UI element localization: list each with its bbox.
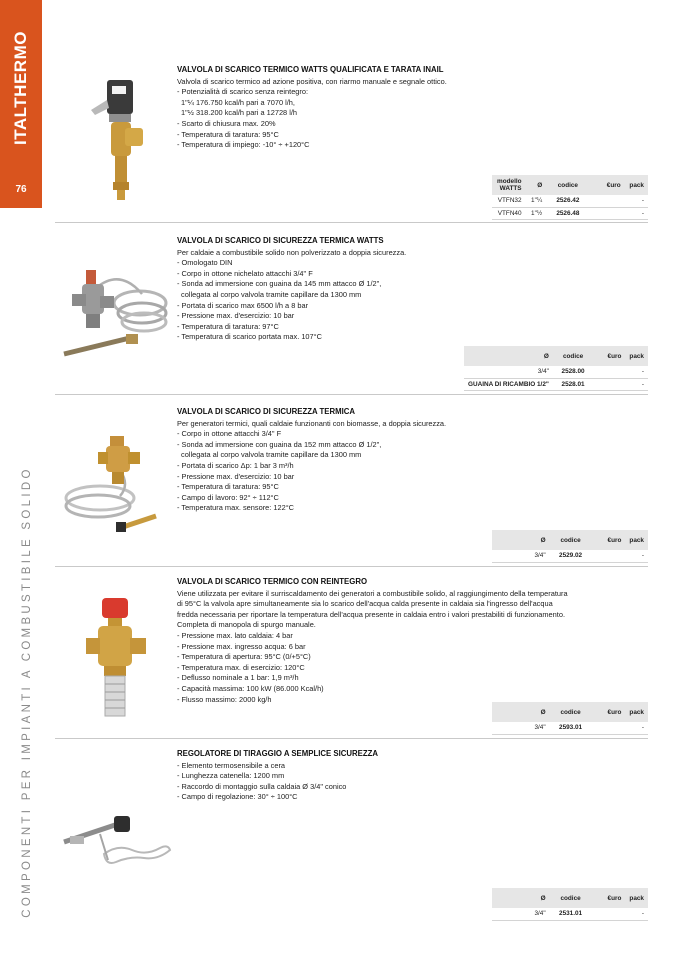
- cell-diameter: 1"¼: [526, 195, 547, 207]
- cell-code: 2526.42: [546, 195, 589, 207]
- spec-line: 1"¼ 176.750 kcal/h pari a 7070 l/h,: [181, 97, 295, 107]
- table-header-row: [492, 702, 648, 722]
- cell-diameter: GUAINA DI RICAMBIO 1/2": [464, 378, 553, 390]
- section-divider: [55, 566, 648, 567]
- spec-line: - Campo di lavoro: 92° ÷ 112°C: [177, 492, 279, 502]
- cell-model: VTFN32: [492, 195, 526, 207]
- col-header-price: €uro: [592, 888, 626, 908]
- spec-line: - Elemento termosensibile a cera: [177, 760, 286, 770]
- product-title-3: VALVOLA DI SCARICO DI SICUREZZA TERMICA: [177, 407, 356, 416]
- spec-line: - Temperatura di scarico portata max. 107°C: [177, 332, 322, 342]
- cell-price: [590, 207, 625, 219]
- product-description-2: [177, 236, 406, 343]
- spec-line: - Pressione max. d'esercizio: 10 bar: [177, 311, 295, 321]
- col-header-pack: pack: [625, 346, 648, 366]
- product-table-4: [492, 702, 648, 735]
- cell-pack: -: [625, 722, 648, 734]
- table-row: [464, 378, 648, 390]
- cell-diameter: 1"½: [526, 207, 547, 219]
- cell-pack: -: [625, 908, 648, 920]
- col-header-price: €uro: [592, 530, 626, 550]
- spec-line: Viene utilizzata per evitare il surriscaldamento dei generatori a combustibile solido, al raggiungimento della temperatura: [177, 588, 568, 598]
- col-header-diameter: Ø: [492, 702, 550, 722]
- spec-line: - Pressione max. lato caldaia: 4 bar: [177, 630, 293, 640]
- spec-line: - Deflusso nominale a 1 bar: 1,9 m³/h: [177, 673, 299, 683]
- cell-pack: -: [625, 207, 648, 219]
- spec-line: - Flusso massimo: 2000 kg/h: [177, 694, 272, 704]
- cell-code: 2528.01: [553, 378, 593, 390]
- table-header-row: [492, 175, 648, 195]
- cell-price: [592, 722, 626, 734]
- col-header-price: €uro: [593, 346, 625, 366]
- table-row: [492, 207, 648, 219]
- table-row: [492, 722, 648, 734]
- spec-line: Valvola di scarico termico ad azione positiva, con riarmo manuale e segnale ottico.: [177, 76, 447, 86]
- spec-line: - Portata di scarico max 6500 l/h a 8 bar: [177, 300, 309, 310]
- cell-pack: -: [625, 550, 648, 562]
- section-divider: [55, 738, 648, 739]
- spec-line: fredda necessaria per riportare la temperatura dell'acqua presente in caldaia entro i valori prestabiliti di funzionamento.: [177, 609, 565, 619]
- table-row: [492, 195, 648, 207]
- draft-regulator-image: [60, 804, 172, 874]
- spec-line: - Temperatura max. di esercizio: 120°C: [177, 662, 305, 672]
- col-header-diameter: Ø: [526, 175, 547, 195]
- cell-price: [592, 550, 626, 562]
- product-description-3: [177, 407, 446, 514]
- spec-line: - Scarto di chiusura max. 20%: [177, 118, 276, 128]
- page-number: 76: [15, 184, 27, 195]
- col-header-pack: pack: [625, 702, 648, 722]
- section-divider: [55, 222, 648, 223]
- cell-price: [592, 908, 626, 920]
- valve-watts-safety-image: [60, 258, 172, 370]
- col-header-code: codice: [550, 702, 592, 722]
- valve-watts-inail-image: [85, 70, 155, 205]
- col-header-code: codice: [546, 175, 589, 195]
- cell-diameter: 3/4": [464, 366, 553, 378]
- cell-model: VTFN40: [492, 207, 526, 219]
- cell-pack: -: [625, 378, 648, 390]
- spec-line: - Omologato DIN: [177, 258, 233, 268]
- spec-line: - Sonda ad immersione con guaina da 145 mm attacco Ø 1/2",: [177, 279, 382, 289]
- cell-price: [593, 378, 625, 390]
- spec-line: collegata al corpo valvola tramite capillare da 1300 mm: [181, 450, 362, 460]
- spec-line: - Sonda ad immersione con guaina da 152 mm attacco Ø 1/2",: [177, 439, 382, 449]
- brand-logo: ITALTHERMO: [11, 31, 30, 145]
- spec-line: - Campo di regolazione: 30° ÷ 100°C: [177, 792, 298, 802]
- table-header-row: [492, 888, 648, 908]
- product-description-5: [177, 749, 378, 803]
- product-description-1: [177, 65, 447, 151]
- spec-line: - Portata di scarico Δp: 1 bar 3 m³/h: [177, 460, 294, 470]
- valve-thermal-reintegro-image: [80, 594, 160, 724]
- spec-line: - Raccordo di montaggio sulla caldaia Ø 3/4" conico: [177, 781, 347, 791]
- col-header-code: codice: [550, 530, 592, 550]
- spec-line: - Pressione max. ingresso acqua: 6 bar: [177, 641, 306, 651]
- spec-line: - Temperatura max. sensore: 122°C: [177, 503, 295, 513]
- table-header-row: [492, 530, 648, 550]
- spec-line: - Lunghezza catenella: 1200 mm: [177, 771, 285, 781]
- category-label: COMPONENTI PER IMPIANTI A COMBUSTIBILE SOLIDO: [21, 466, 33, 918]
- col-header-diameter: Ø: [492, 888, 550, 908]
- col-header-pack: pack: [625, 175, 648, 195]
- cell-code: 2526.48: [546, 207, 589, 219]
- col-header-price: €uro: [592, 702, 626, 722]
- product-table-1: [492, 175, 648, 220]
- cell-price: [593, 366, 625, 378]
- spec-line: 1"½ 318.200 kcal/h pari a 12728 l/h: [181, 108, 298, 118]
- spec-line: - Pressione max. d'esercizio: 10 bar: [177, 471, 295, 481]
- product-table-3: [492, 530, 648, 563]
- spec-line: - Temperatura di taratura: 95°C: [177, 129, 279, 139]
- spec-line: - Capacità massima: 100 kW (86.000 Kcal/h): [177, 683, 324, 693]
- spec-line: collegata al corpo valvola tramite capillare da 1300 mm: [181, 289, 362, 299]
- product-title-1: VALVOLA DI SCARICO TERMICO WATTS QUALIFICATA E TARATA INAIL: [177, 65, 444, 74]
- table-row: [464, 366, 648, 378]
- product-title-4: VALVOLA DI SCARICO TERMICO CON REINTEGRO: [177, 577, 368, 586]
- valve-safety-biomass-image: [60, 430, 172, 542]
- col-header-diameter: Ø: [492, 530, 550, 550]
- spec-line: Per generatori termici, quali caldaie funzionanti con biomasse, a doppia sicurezza.: [177, 418, 447, 428]
- col-header-code: codice: [553, 346, 593, 366]
- cell-code: 2593.01: [550, 722, 592, 734]
- spec-line: - Temperatura di impiego: -10° ÷ +120°C: [177, 140, 310, 150]
- product-title-2: VALVOLA DI SCARICO DI SICUREZZA TERMICA WATTS: [177, 236, 384, 245]
- table-row: [492, 908, 648, 920]
- cell-price: [590, 195, 625, 207]
- sidebar: [0, 0, 42, 978]
- product-table-5: [492, 888, 648, 921]
- cell-diameter: 3/4": [492, 722, 550, 734]
- spec-line: - Potenzialità di scarico senza reintegro:: [177, 87, 309, 97]
- spec-line: - Temperatura di taratura: 97°C: [177, 321, 279, 331]
- cell-code: 2528.00: [553, 366, 593, 378]
- section-divider: [55, 394, 648, 395]
- product-description-4: [177, 577, 568, 705]
- col-header-pack: pack: [625, 888, 648, 908]
- col-header-diameter: Ø: [464, 346, 553, 366]
- spec-line: - Corpo in ottone attacchi 3/4" F: [177, 429, 282, 439]
- cell-diameter: 3/4": [492, 908, 550, 920]
- col-header-code: codice: [550, 888, 592, 908]
- spec-line: - Temperatura di apertura: 95°C (0/+5°C): [177, 652, 311, 662]
- spec-line: - Temperatura di taratura: 95°C: [177, 482, 279, 492]
- col-header-pack: pack: [625, 530, 648, 550]
- brand-block: [0, 0, 42, 208]
- spec-line: - Corpo in ottone nichelato attacchi 3/4" F: [177, 268, 313, 278]
- product-table-2: [464, 346, 648, 391]
- spec-line: Per caldaie a combustibile solido non polverizzato a doppia sicurezza.: [177, 247, 407, 257]
- col-header-model: modello WATTS: [492, 175, 526, 195]
- product-title-5: REGOLATORE DI TIRAGGIO A SEMPLICE SICUREZZA: [177, 749, 378, 758]
- cell-pack: -: [625, 366, 648, 378]
- col-header-price: €uro: [590, 175, 625, 195]
- spec-line: di 95°C la valvola apre simultaneamente sia lo scarico dell'acqua calda presente in caldaia sia l'ingresso dell'acqua: [177, 599, 553, 609]
- cell-pack: -: [625, 195, 648, 207]
- cell-code: 2531.01: [550, 908, 592, 920]
- cell-diameter: 3/4": [492, 550, 550, 562]
- table-header-row: [464, 346, 648, 366]
- spec-line: Completa di manopola di spurgo manuale.: [177, 620, 316, 630]
- cell-code: 2529.02: [550, 550, 592, 562]
- table-row: [492, 550, 648, 562]
